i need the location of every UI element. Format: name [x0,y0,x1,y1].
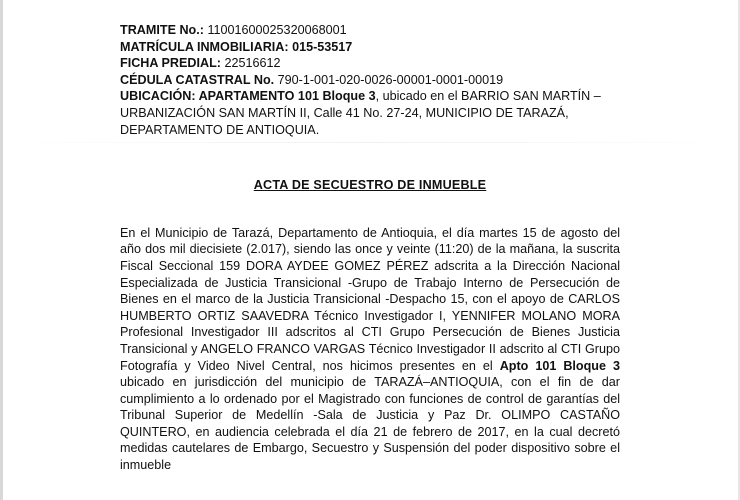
ficha-line [120,55,620,72]
body-paragraph [120,225,620,474]
matricula-label: MATRÍCULA INMOBILIARIA: 015-53517 [120,39,353,54]
matricula-line [120,39,620,56]
scan-edge-left [0,0,3,500]
tramite-value: 11001600025320068001 [207,23,347,37]
cedula-line [120,72,620,89]
cedula-label: CÉDULA CATASTRAL No. [120,72,275,87]
tramite-label: TRAMITE No.: [120,23,204,37]
paragraph-bold-apto: Apto 101 Bloque 3 [499,358,620,373]
ubicacion-text: , ubicado en el BARRIO SAN MARTÍN –URBANIZACIÓN SAN MARTÍN II, Calle 41 No. 27-24, MUNICIPIO DE TARAZÁ, DEPARTAMENTO DE ANTIOQUIA. [120,89,601,137]
ubicacion-block [120,88,620,138]
document-header [120,22,620,138]
cedula-value: 790-1-001-020-0026-00001-0001-00019 [277,72,504,87]
paragraph-text-b: ubicado en jurisdicción del municipio de TARAZÁ–ANTIOQUIA, con el fin de dar cumplimiento a lo ordenado por el Magistrado con funciones de control de garantías del Tribunal Superior de Medellín -Sala de Justicia y Paz Dr. OLIMPO CASTAÑO QUINTERO, en audiencia celebrada el día 21 de febrero de 2017, en la cual decretó medidas cautelares de Embargo, Secuestro y Suspensión del poder dispositivo sobre el inmueble [120,375,620,473]
document-page [120,22,620,474]
paragraph-text-a: En el Municipio de Tarazá, Departamento de Antioquia, el día martes 15 de agosto del año dos mil diecisiete (2.017), siendo las once y veinte (11:20) de la mañana, la suscrita Fiscal Seccional 159 DORA AYDEE GOMEZ PÉREZ adscrita a la Dirección Nacional Especializada de Justicia Transicional -Grupo de Trabajo Interno de Persecución de Bienes en el marco de la Justicia Transicional -Despacho 15, con el apoyo de CARLOS HUMBERTO ORTIZ SAAVEDRA Técnico Investigador I, YENNIFER MOLANO MORA Profesional Investigador III adscritos al CTI Grupo Persecución de Bienes Justicia Transicional y ANGELO FRANCO VARGAS Técnico Investigador II adscrito al CTI Grupo Fotografía y Video Nivel Central, nos hicimos presentes en el [120,225,620,373]
document-title: ACTA DE SECUESTRO DE INMUEBLE [253,178,487,193]
ubicacion-label: UBICACIÓN: APARTAMENTO 101 Bloque 3 [120,89,376,104]
tramite-line [120,22,620,39]
ficha-value: 22516612 [224,56,281,71]
ficha-label: FICHA PREDIAL: [120,56,221,71]
